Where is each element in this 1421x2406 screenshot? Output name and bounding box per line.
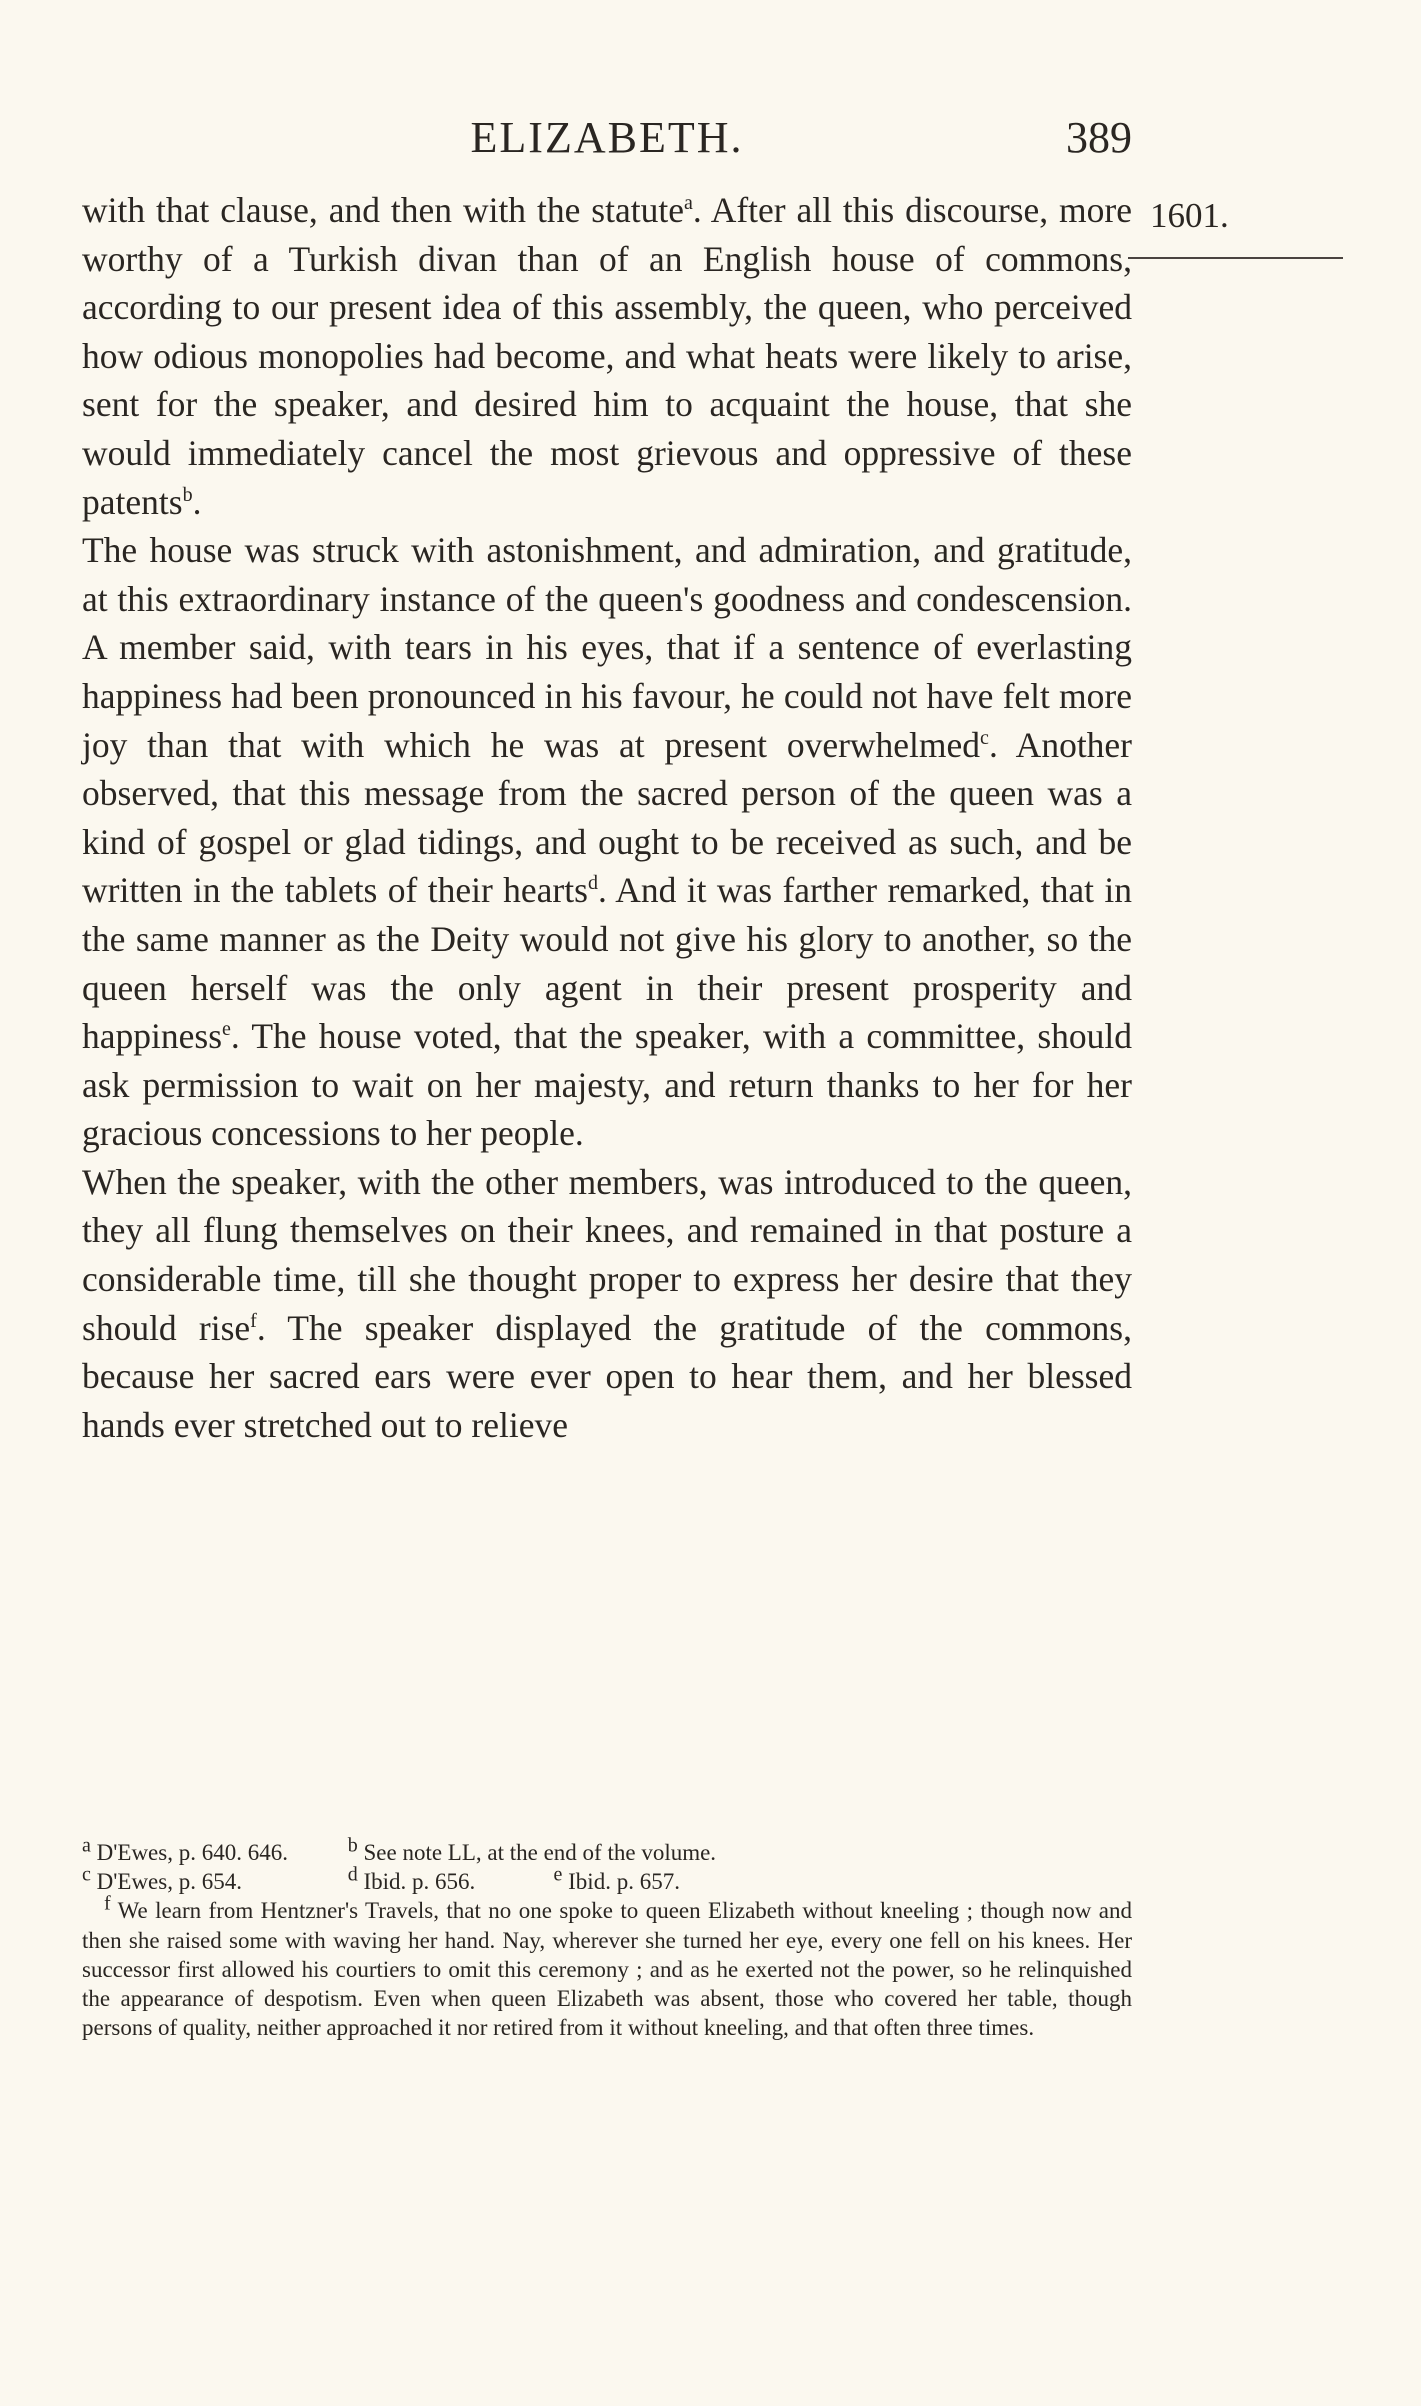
footnote-text: We learn from Hentzner's Travels, that no one spoke to queen Elizabeth without kneeling ; though now and then she raised some with waving her hand. Nay, wherever she turned her eye, every one fell on his knees. Her successor first allowed his courtiers to omit this ceremony ; and as he exerted not the power, so he relinquished the appearance of despotism. Even when queen Elizabeth was absent, those who covered her table, though persons of quality, neither approached it nor retired from it without kneeling, and that often three times. (82, 1898, 1132, 2041)
running-title: ELIZABETH. (470, 113, 744, 162)
footnote-ref: f (250, 1309, 257, 1332)
footnote-mark: e (553, 1863, 563, 1886)
text-run: . Another observed, that this message from the sacred person of the queen was a kind of gospel or glad tidings, and ought to be received as such, and be written in the tablets of their hearts (82, 724, 1133, 911)
footnote-e (553, 1863, 680, 1896)
text-run: . After all this discourse, more worthy of a Turkish divan than of an English house of commons, according to our present idea of this assembly, the queen, who perceived how odious monopolies had become, and what heats were likely to arise, sent for the speaker, and desired him to acquaint the house, that she would immediately cancel the most grievous and oppressive of these patents (82, 190, 1132, 522)
page-number: 389 (1066, 113, 1132, 162)
footnote-mark: f (104, 1892, 111, 1915)
footnote-ref: e (222, 1018, 231, 1041)
body-text (82, 186, 1132, 1449)
footnote-ref: a (683, 192, 693, 215)
footnote-row (82, 1863, 1132, 1896)
footnote-mark: c (82, 1863, 91, 1886)
footnote-text: D'Ewes, p. 654. (90, 1869, 242, 1895)
footnotes (82, 1834, 1132, 2042)
text-run: with that clause, and then with the statute (82, 190, 684, 230)
footnote-text: Ibid. p. 657. (562, 1869, 680, 1895)
running-head (82, 112, 1132, 172)
footnote-text: See note LL, at the end of the volume. (357, 1840, 717, 1865)
footnote-mark: a (82, 1834, 91, 1857)
footnote-mark: d (347, 1863, 358, 1886)
footnote-d (347, 1863, 548, 1896)
text-run: . And it was farther remarked, that in the same manner as the Deity would not give his glory to another, so the queen herself was the only agent in their present prosperity and happiness (82, 870, 1132, 1057)
paragraph (82, 186, 1132, 526)
footnote-ref: c (980, 726, 989, 749)
footnote-f (82, 1892, 1132, 2042)
text-run: . The speaker displayed the gratitude of the commons, because her sacred ears were ever open to hear them, and her blessed hands ever stretched out to relieve (82, 1307, 1132, 1445)
footnote-ref: b (182, 483, 193, 506)
margin-rule (1128, 257, 1343, 259)
footnote-ref: d (587, 872, 598, 895)
text-run: . The house voted, that the speaker, with a committee, should ask permission to wait on her majesty, and return thanks to her for her gracious concessions to her people. (82, 1016, 1132, 1154)
footnote-b (347, 1834, 717, 1867)
text-run: When the speaker, with the other members, was introduced to the queen, they all flung themselves on their knees, and remained in that posture a considerable time, till she thought proper to express her desire that they should rise (82, 1161, 1132, 1348)
footnote-c (82, 1863, 342, 1896)
footnote-row (82, 1834, 1132, 1867)
paragraph (82, 1158, 1132, 1450)
margin-year: 1601. (1150, 196, 1229, 235)
text-run: . (192, 481, 202, 522)
footnote-text: Ibid. p. 656. (357, 1869, 476, 1895)
footnote-text: D'Ewes, p. 640. 646. (90, 1840, 288, 1865)
footnote-mark: b (347, 1834, 358, 1857)
footnote-a (82, 1834, 342, 1867)
text-run: The house was struck with astonishment, and admiration, and gratitude, at this extraordinary instance of the queen's goodness and condescension. A member said, with tears in his eyes, that if a sentence of everlasting happiness had been pronounced in his favour, he could not have felt more joy than that with which he was at present overwhelmed (82, 530, 1132, 765)
paragraph (82, 526, 1132, 1158)
